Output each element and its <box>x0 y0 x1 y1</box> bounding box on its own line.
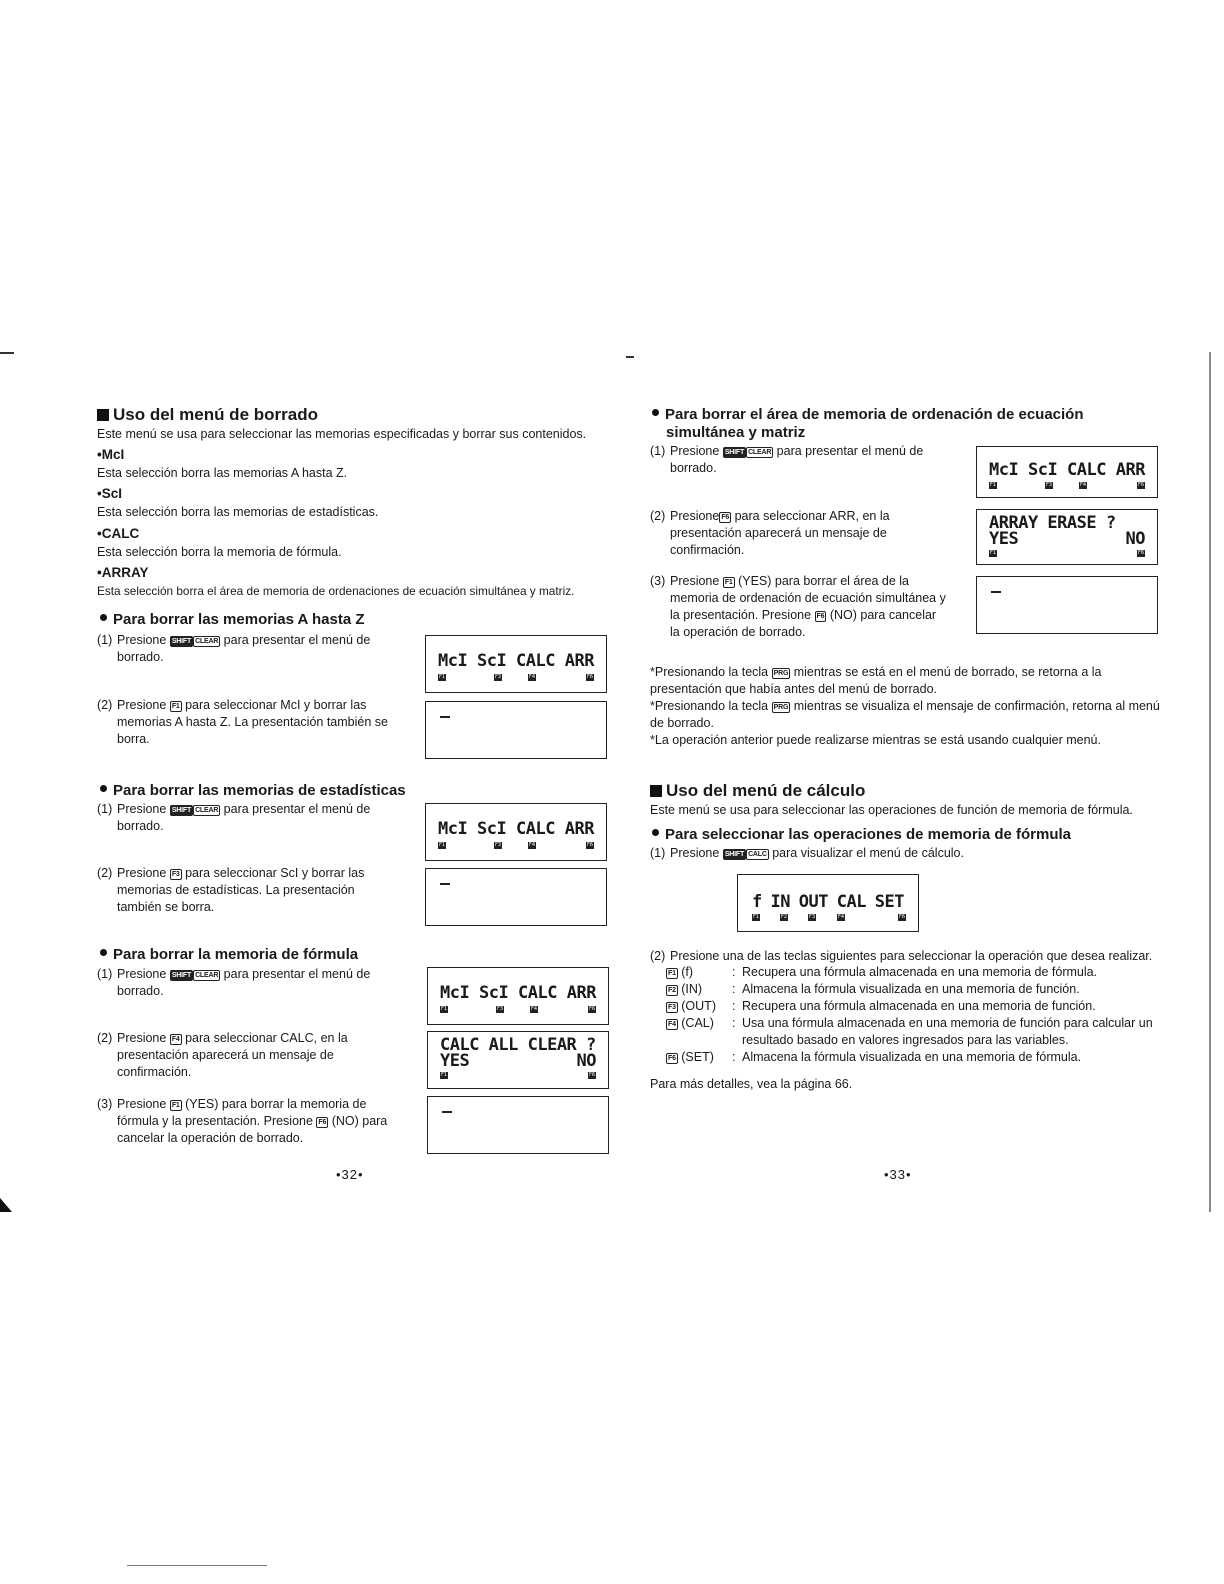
f3-key-icon: F3 <box>171 871 180 878</box>
crop-mark-left <box>0 352 14 354</box>
lcd-cursor <box>442 1111 452 1113</box>
clear-key-icon: CLEAR <box>195 807 219 814</box>
item-array-desc: Esta selección borra el área de memoria de ordenaciones de ecuación simultánea y matriz. <box>97 584 575 598</box>
lcd-cleared-stats <box>425 868 607 926</box>
shift-key-icon: SHIFT <box>171 638 192 645</box>
step-calc-1: (1) Presione SHIFT CALC para visualizar el menú de cálculo. <box>650 846 964 860</box>
lcd-calc-menu: f IN OUT CAL SET F1 F2 F3 F4 F6 <box>737 874 919 932</box>
f1-key-icon: F1 <box>171 703 180 710</box>
clear-key-icon: CLEAR <box>195 972 219 979</box>
heading-clear-stats: Para borrar las memorias de estadísticas <box>100 782 406 800</box>
section-title-erase-menu: Uso del menú de borrado <box>97 405 318 425</box>
see-page-66: Para más detalles, vea la página 66. <box>650 1077 853 1091</box>
lcd-cleared-az <box>425 701 607 759</box>
f6-key-icon: F6 <box>816 613 825 620</box>
f6-key-icon: F6 <box>668 1055 676 1062</box>
item-scl-desc: Esta selección borra las memorias de estadísticas. <box>97 505 379 519</box>
bottom-link-underline <box>127 1565 267 1566</box>
step-az-2: (2) Presione F1 para seleccionar McI y borrar las memorias A hasta Z. La presentación también se borra. <box>97 698 388 746</box>
step-stat-1: (1) Presione SHIFT CLEAR para presentar el menú de borrado. <box>97 802 371 833</box>
lcd-cleared-array <box>976 576 1158 634</box>
lcd-cursor <box>440 716 450 718</box>
step-array-2: (2) Presione F6 para seleccionar ARR, en la presentación aparecerá un mensaje de confirmación. <box>650 509 890 557</box>
f6-key-icon: F6 <box>318 1119 327 1126</box>
f1-key-icon: F1 <box>668 970 676 977</box>
item-calc-name: •CALC <box>97 526 140 541</box>
function-item-f6: F6 (SET) : Almacena la fórmula visualizada en una memoria de fórmula. <box>668 1050 1082 1064</box>
lcd-erase-menu-az: McI ScI CALC ARR F1 F3 F4 F6 <box>425 635 607 693</box>
lcd-cursor <box>991 591 1001 593</box>
shift-key-icon: SHIFT <box>171 807 192 814</box>
heading-formula-ops: Para seleccionar las operaciones de memoria de fórmula <box>652 826 1071 844</box>
item-mcl-name: •McI <box>97 447 125 462</box>
prg-key-icon: PRG <box>773 670 789 677</box>
f1-key-icon: F1 <box>724 579 733 586</box>
corner-triangle-mark <box>0 1198 12 1212</box>
heading-clear-array-line2: simultánea y matriz <box>666 424 806 441</box>
step-array-1: (1) Presione SHIFT CLEAR para presentar el menú de borrado. <box>650 444 924 475</box>
step-stat-2: (2) Presione F3 para seleccionar ScI y borrar las memorias de estadísticas. La presentación también se borra. <box>97 866 365 914</box>
lcd-cursor <box>440 883 450 885</box>
shift-key-icon: SHIFT <box>724 851 745 858</box>
heading-clear-array: Para borrar el área de memoria de ordenación de ecuación <box>652 406 1084 424</box>
shift-key-icon: SHIFT <box>171 972 192 979</box>
heading-clear-a-z: Para borrar las memorias A hasta Z <box>100 611 365 629</box>
f3-key-icon: F3 <box>668 1004 676 1011</box>
section-title-calc-menu: Uso del menú de cálculo <box>650 781 865 801</box>
f1-key-icon: F1 <box>171 1102 180 1109</box>
step-formula-2: (2) Presione F4 para seleccionar CALC, en la presentación aparecerá un mensaje de confirmación. <box>97 1031 348 1079</box>
lcd-cleared-formula <box>427 1096 609 1154</box>
f4-key-icon: F4 <box>171 1036 180 1043</box>
function-item-f3: F3 (OUT) : Recupera una fórmula almacenada en una memoria de función. <box>668 999 1096 1013</box>
f6-key-icon: F6 <box>721 514 730 521</box>
heading-clear-formula: Para borrar la memoria de fórmula <box>100 946 358 964</box>
item-calc-desc: Esta selección borra la memoria de fórmula. <box>97 545 342 559</box>
calc-menu-intro: Este menú se usa para seleccionar las operaciones de función de memoria de fórmula. <box>650 803 1133 817</box>
item-array-name: •ARRAY <box>97 565 149 580</box>
step-array-3: (3) Presione F1 (YES) para borrar el área de la memoria de ordenación de ecuación simultánea y la presentación. Presione F6 (NO) para cancelar la operación de borrado. <box>650 574 946 639</box>
f4-key-icon: F4 <box>668 1021 676 1028</box>
step-calc-2: (2) Presione una de las teclas siguientes para seleccionar la operación que desea realizar. <box>650 949 1153 963</box>
erase-menu-intro: Este menú se usa para seleccionar las memorias especificadas y borrar sus contenidos. <box>97 427 587 441</box>
edge-line-right <box>1209 352 1211 1212</box>
step-formula-1: (1) Presione SHIFT CLEAR para presentar el menú de borrado. <box>97 967 371 998</box>
lcd-erase-menu-array: McI ScI CALC ARR F1 F3 F4 F6 <box>976 446 1158 498</box>
calc-key-icon: CALC <box>748 851 767 858</box>
lcd-erase-menu-stats: McI ScI CALC ARR F1 F3 F4 F6 <box>425 803 607 861</box>
lcd-erase-menu-formula: McI ScI CALC ARR F1 F3 F4 F6 <box>427 967 609 1025</box>
crop-mark-top <box>626 356 634 358</box>
f2-key-icon: F2 <box>668 987 676 994</box>
function-item-f1: F1 (f) : Recupera una fórmula almacenada en una memoria de fórmula. <box>668 965 1098 979</box>
step-formula-3: (3) Presione F1 (YES) para borrar la memoria de fórmula y la presentación. Presione F6 (NO) para cancelar la operación de borrado. <box>97 1097 388 1145</box>
note-prg-confirm: *Presionando la tecla PRG mientras se visualiza el mensaje de confirmación, retorna al menú de borrado. <box>650 699 1160 730</box>
page-number-32: •32• <box>336 1167 364 1182</box>
function-item-f2: F2 (IN) : Almacena la fórmula visualizada en una memoria de función. <box>668 982 1080 996</box>
lcd-array-erase-confirm: ARRAY ERASE ? YES NO F1 F6 <box>976 509 1158 565</box>
item-scl-name: •ScI <box>97 486 122 501</box>
shift-key-icon: SHIFT <box>724 449 745 456</box>
clear-key-icon: CLEAR <box>748 449 772 456</box>
note-prg-erase-menu: *Presionando la tecla PRG mientras se está en el menú de borrado, se retorna a la presentación que había antes del menú de borrado. <box>650 665 1102 696</box>
function-key-list <box>666 964 1160 1066</box>
function-item-f4: F4 (CAL) : Usa una fórmula almacenada en una memoria de función para calcular un resultado basado en valores ingresados para las variables. <box>668 1016 1153 1047</box>
page-number-33: •33• <box>884 1167 912 1182</box>
lcd-calc-all-clear-confirm: CALC ALL CLEAR ? YES NO F1 F6 <box>427 1031 609 1089</box>
note-any-menu: *La operación anterior puede realizarse mientras se está usando cualquier menú. <box>650 733 1101 747</box>
clear-key-icon: CLEAR <box>195 638 219 645</box>
prg-key-icon: PRG <box>773 704 789 711</box>
item-mcl-desc: Esta selección borra las memorias A hasta Z. <box>97 466 348 480</box>
step-az-1: (1) Presione SHIFT CLEAR para presentar el menú de borrado. <box>97 633 371 664</box>
